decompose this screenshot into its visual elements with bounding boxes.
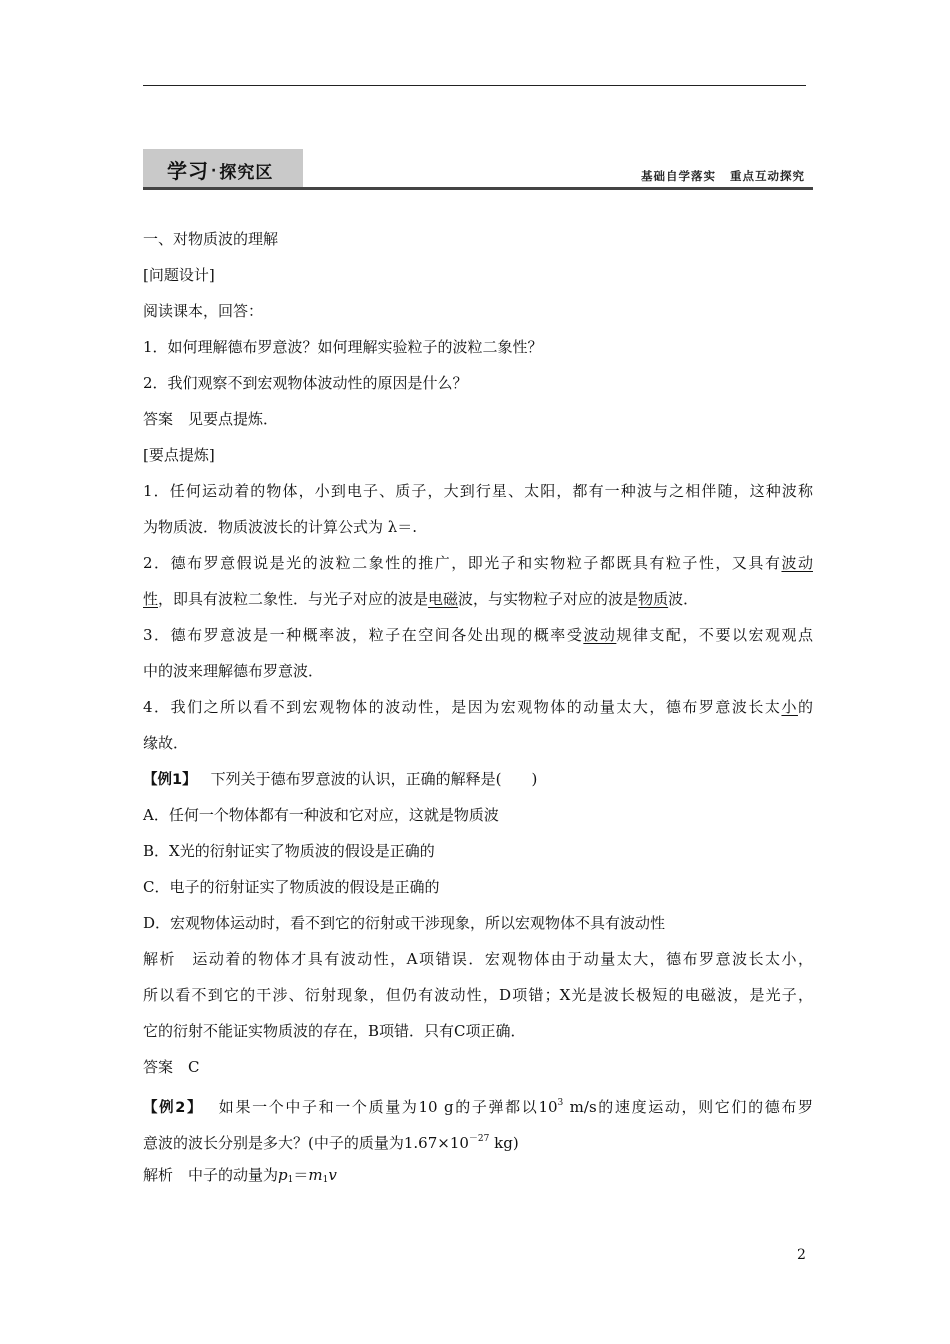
example-1-tag: 【例1】 [143, 772, 197, 788]
kp3-text-a: 3．德布罗意波是一种概率波，粒子在空间各处出现的概率受 [143, 626, 584, 644]
kp2-blank-3: 物质 [638, 590, 669, 608]
banner-tags [641, 168, 805, 184]
ex2-q-a: 如果一个中子和一个质量为10 g的子弹都以10 [217, 1098, 558, 1116]
kp2-blank-1: 波动 [781, 554, 813, 572]
ex2-p-sub: 1 [287, 1175, 294, 1185]
ex2-q2-a: 意波的波长分别是多大？(中子的质量为1.67×10 [143, 1134, 469, 1152]
banner-title-main: 学习 [167, 159, 209, 183]
keypoint-3-line-1 [143, 620, 813, 656]
answer-1: 答案 见要点提炼． [143, 410, 279, 428]
example-1-option-c: C．电子的衍射证实了物质波的假设是正确的 [143, 878, 440, 896]
example-2-analysis [143, 1160, 813, 1196]
page-number: 2 [797, 1247, 806, 1263]
main-content [143, 224, 813, 1196]
kp2-text-c: 波，与实物粒子对应的波是 [458, 590, 639, 608]
kp2-text-b: ，即具有波粒二象性．与光子对应的波是 [158, 590, 429, 608]
kp3-blank: 波动 [583, 626, 617, 644]
ex2-p-var: p [278, 1166, 288, 1184]
kp3-text-b: 规律支配，不要以宏观观点 [616, 626, 813, 644]
example-2-question-line-2 [143, 1124, 813, 1160]
keypoint-4-line-2: 缘故． [143, 734, 189, 752]
banner-tag-1: 基础自学落实 [641, 169, 716, 183]
kp4-text-a: 4．我们之所以看不到宏观物体的波动性，是因为宏观物体的动量太大，德布罗意波长太 [143, 698, 782, 716]
intro-text: 阅读课本，回答： [143, 302, 264, 320]
header-rule [143, 85, 806, 86]
ex2-eq: ＝ [293, 1166, 309, 1184]
kp4-blank: 小 [781, 698, 798, 716]
banner-rule [143, 187, 813, 190]
ex2-v-var: v [328, 1166, 337, 1184]
example-2-tag: 【例2】 [143, 1100, 204, 1116]
problem-label: [问题设计] [143, 266, 215, 284]
section-heading: 一、对物质波的理解 [143, 230, 279, 248]
example-1-analysis-1: 解析 运动着的物体才具有波动性，A项错误．宏观物体由于动量太大，德布罗意波长太小， [143, 950, 813, 968]
kp2-text-d: 波． [668, 590, 699, 608]
kp4-text-b: 的 [797, 698, 813, 716]
banner-tag-2: 重点互动探究 [730, 169, 805, 183]
ex2-m-var: m [308, 1166, 323, 1184]
banner-title [167, 155, 273, 184]
example-1-analysis-3: 它的衍射不能证实物质波的存在，B项错．只有C项正确． [143, 1022, 526, 1040]
keypoint-2-line-1 [143, 548, 813, 584]
ex2-analysis-text: 解析 中子的动量为 [143, 1166, 279, 1184]
ex2-q2-b: kg) [489, 1134, 519, 1152]
example-1-option-b: B．X光的衍射证实了物质波的假设是正确的 [143, 842, 435, 860]
example-1-option-a: A．任何一个物体都有一种波和它对应，这就是物质波 [143, 806, 499, 824]
example-1-answer: 答案 C [143, 1058, 200, 1076]
example-1-question [143, 764, 813, 800]
ex2-q2-sup: －27 [468, 1134, 490, 1144]
banner-title-sub: 探究区 [219, 163, 274, 183]
keypoint-4-line-1 [143, 692, 813, 728]
kp2-blank-2: 电磁 [428, 590, 459, 608]
kp2-text-a: 2．德布罗意假说是光的波粒二象性的推广，即光子和实物粒子都既具有粒子性，又具有 [143, 554, 782, 572]
keypoint-2-line-2 [143, 584, 813, 620]
keypoints-label: [要点提炼] [143, 446, 215, 464]
keypoint-1-line-2: 为物质波．物质波波长的计算公式为 λ＝. [143, 518, 418, 536]
ex2-m-sub: 1 [322, 1175, 329, 1185]
ex2-q-sup: 3 [557, 1098, 564, 1108]
ex2-q-b: m/s的速度运动，则它们的德布罗 [563, 1098, 813, 1116]
keypoint-3-line-2: 中的波来理解德布罗意波． [143, 662, 324, 680]
banner-dot: · [211, 163, 218, 179]
section-banner [143, 149, 813, 189]
question-2: 2．我们观察不到宏观物体波动性的原因是什么？ [143, 374, 468, 392]
kp2-blank-1b: 性 [143, 590, 159, 608]
question-1: 1．如何理解德布罗意波？如何理解实验粒子的波粒二象性？ [143, 338, 543, 356]
example-1-option-d: D．宏观物体运动时，看不到它的衍射或干涉现象，所以宏观物体不具有波动性 [143, 914, 666, 932]
example-2-question-line-1 [143, 1088, 813, 1124]
example-1-analysis-2: 所以看不到它的干涉、衍射现象，但仍有波动性，D项错；X光是波长极短的电磁波，是光子， [143, 986, 813, 1004]
example-1-text: 下列关于德布罗意波的认识，正确的解释是( ) [210, 770, 538, 788]
keypoint-1-line-1: 1．任何运动着的物体，小到电子、质子，大到行星、太阳，都有一种波与之相伴随，这种波称 [143, 482, 813, 500]
